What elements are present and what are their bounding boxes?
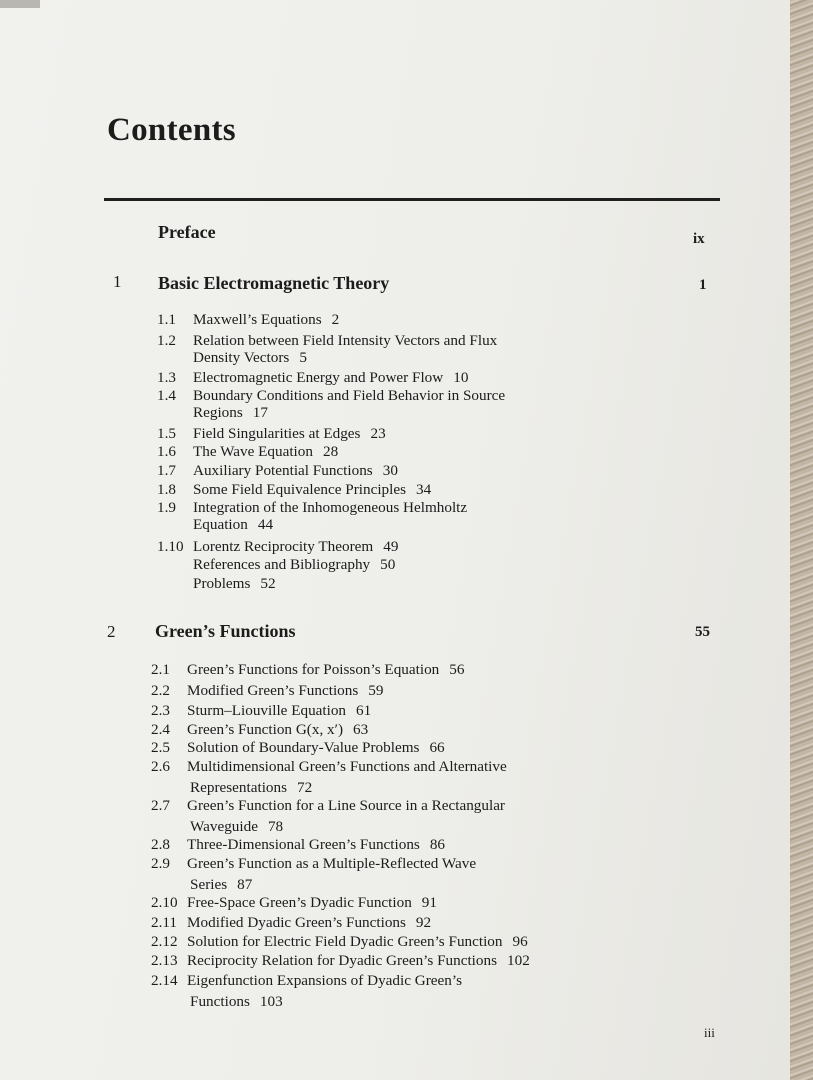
section-title: Relation between Field Intensity Vectors and Flux [193,332,498,349]
section-title-continuation: Representations [190,779,288,796]
page-title: Contents [107,112,236,148]
toc-entry [157,461,398,480]
section-number: 1.5 [157,425,176,442]
section-number: 2.14 [151,972,178,989]
chapter-2-title: Green’s Functions [155,621,296,641]
section-title: Three-Dimensional Green’s Functions [187,836,420,853]
section-title: Modified Dyadic Green’s Functions [187,914,406,931]
section-title-continuation: Equation [193,516,248,533]
section-title: Modified Green’s Functions [187,682,359,699]
section-number: 2.10 [151,894,178,911]
section-page: 10 [453,369,469,386]
toc-entry [151,835,445,854]
toc-entry-continuation [193,404,268,422]
section-title: Eigenfunction Expansions of Dyadic Green’s [187,972,462,989]
chapter-2-page: 55 [695,624,710,640]
section-number: 1.8 [157,481,176,498]
section-title: Reciprocity Relation for Dyadic Green’s Functions [187,952,498,969]
chapter-1-title: Basic Electromagnetic Theory [158,273,390,293]
toc-entry [157,442,338,461]
section-title: Electromagnetic Energy and Power Flow [193,369,444,386]
toc-entry [157,368,468,387]
section-page: 63 [353,721,369,738]
section-page: 28 [322,443,339,460]
toc-entry [151,913,431,932]
book-page-edges [790,0,813,1080]
section-page: 96 [512,933,528,950]
toc-entry [151,660,464,679]
section-title: Lorentz Reciprocity Theorem [193,538,374,555]
preface-heading: Preface [158,222,216,242]
section-title: Auxiliary Potential Functions [193,462,373,479]
section-number: 2.6 [151,758,170,775]
toc-entry-continuation [190,993,283,1011]
chapter-1-page: 1 [699,277,707,293]
section-title: Green’s Function as a Multiple-Reflected Wave [187,855,477,872]
toc-entry [157,424,386,443]
toc-entry [157,480,431,499]
toc-extra-entry [193,556,395,574]
extra-title: Problems [193,575,251,592]
section-number: 1.10 [157,538,184,555]
section-title: Solution of Boundary-Value Problems [187,739,420,756]
section-number: 2.9 [151,855,170,872]
section-title: Maxwell’s Equations [193,311,322,328]
toc-entry [151,720,368,739]
section-title: Boundary Conditions and Field Behavior in Source [193,387,506,404]
section-title-continuation: Density Vectors [193,349,290,366]
section-title: Free-Space Green’s Dyadic Function [187,894,412,911]
section-number: 1.6 [157,443,176,460]
section-title: Green’s Functions for Poisson’s Equation [187,661,440,678]
section-title: Some Field Equivalence Principles [193,481,407,498]
section-title: Sturm–Liouville Equation [187,702,347,719]
toc-entry [151,796,505,815]
toc-entry [157,498,467,517]
section-number: 2.4 [151,721,170,738]
toc-entry [151,701,371,720]
section-number: 1.7 [157,462,176,479]
section-number: 2.12 [151,933,178,950]
section-number: 2.2 [151,682,170,699]
section-page: 103 [259,993,283,1010]
section-page: 34 [416,481,432,498]
section-title-continuation: Series [190,876,228,893]
page-folio: iii [704,1025,715,1040]
extra-page: 50 [380,556,396,573]
section-number: 1.3 [157,369,176,386]
section-title: The Wave Equation [193,443,313,460]
toc-entry-continuation [193,349,307,367]
section-title-continuation: Regions [193,404,243,421]
section-page: 5 [299,349,307,366]
section-page: 59 [368,682,384,699]
section-page: 102 [507,952,530,969]
section-title: Field Singularities at Edges [193,425,361,442]
section-number: 1.1 [157,311,176,328]
toc-entry [157,386,505,405]
section-number: 2.8 [151,836,170,853]
toc-entry [151,971,462,990]
toc-entry [157,310,339,329]
preface-page: ix [693,231,705,247]
section-page: 30 [382,462,398,479]
chapter-2-number: 2 [107,622,116,641]
section-number: 2.5 [151,739,170,756]
toc-extra-entry [193,575,276,593]
toc-entry [151,951,530,970]
section-title: Solution for Electric Field Dyadic Green’s Function [187,933,503,950]
section-page: 2 [331,311,340,328]
toc-entry [157,537,398,556]
section-title: Green’s Function for a Line Source in a Rectangular [187,797,505,814]
section-number: 2.11 [151,914,178,931]
section-page: 87 [237,876,253,893]
section-number: 1.2 [157,332,176,349]
section-title-continuation: Functions [190,993,250,1010]
section-page: 56 [449,661,465,678]
section-page: 86 [429,836,446,853]
toc-entry-continuation [190,779,312,797]
toc-entry-continuation [193,516,273,534]
section-title: Integration of the Inhomogeneous Helmholtz [193,499,468,516]
section-page: 61 [356,702,372,719]
section-page: 91 [421,894,437,911]
extra-page: 52 [260,575,276,592]
section-page: 17 [252,404,268,421]
toc-entry-continuation [190,818,283,836]
extra-title: References and Bibliography [193,556,371,573]
section-title: Green’s Function G(x, x′) [187,721,344,738]
section-number: 1.4 [157,387,176,404]
toc-entry [151,932,528,951]
section-page: 66 [429,739,445,756]
section-page: 78 [267,818,284,835]
section-title-continuation: Waveguide [190,818,258,835]
chapter-1-number: 1 [113,272,122,291]
toc-entry [151,757,507,776]
title-rule [104,198,720,201]
toc-entry [151,738,445,757]
section-page: 49 [383,538,399,555]
section-number: 2.3 [151,702,170,719]
section-number: 1.9 [157,499,176,516]
toc-entry-continuation [190,876,252,894]
section-number: 2.13 [151,952,178,969]
section-page: 92 [415,914,432,931]
toc-entry [151,893,437,912]
section-number: 2.7 [151,797,170,814]
section-page: 23 [370,425,386,442]
page-corner-shadow [0,0,40,8]
toc-entry [151,681,383,700]
section-number: 2.1 [151,661,170,678]
section-page: 44 [257,516,274,533]
section-page: 72 [297,779,313,796]
section-title: Multidimensional Green’s Functions and Alternative [187,758,507,775]
toc-entry [157,331,497,350]
toc-entry [151,854,476,873]
